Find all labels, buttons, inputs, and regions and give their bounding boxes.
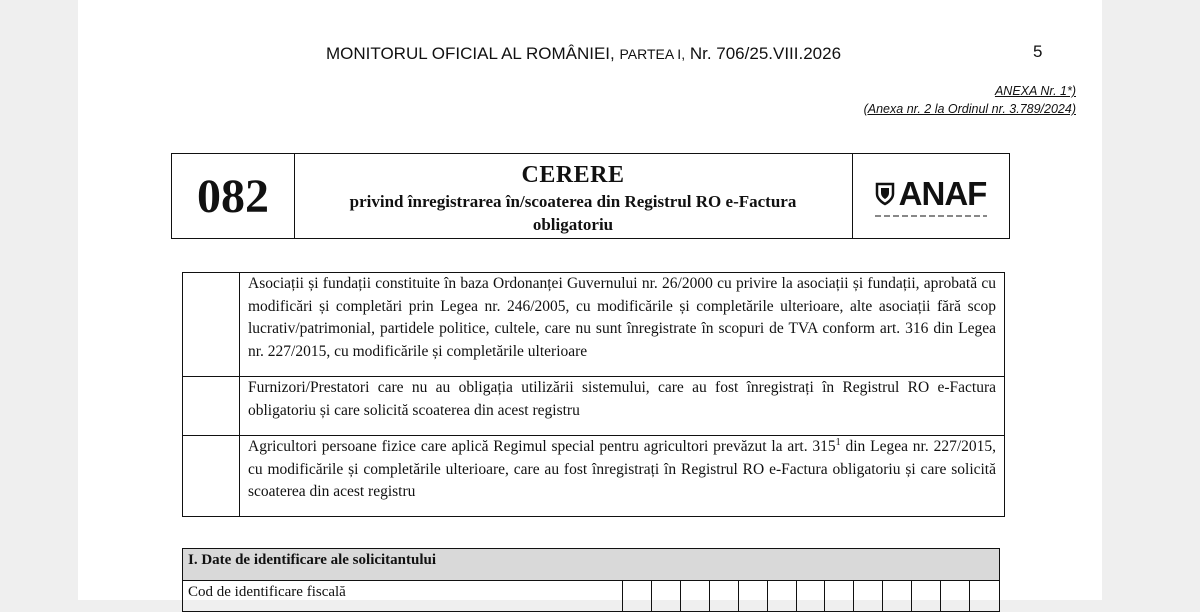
cif-digit-box[interactable] <box>912 581 941 611</box>
document-page <box>78 0 1102 600</box>
cif-digit-box[interactable] <box>681 581 710 611</box>
cif-label: Cod de identificare fiscală <box>183 581 623 611</box>
form-title: CERERE <box>521 162 625 188</box>
shield-icon <box>875 182 895 206</box>
gazette-issue: Nr. 706/25.VIII.2026 <box>689 44 842 63</box>
table-row <box>183 273 1004 376</box>
cif-row <box>183 581 999 611</box>
annex-line-1: ANEXA Nr. 1*) <box>994 84 1076 98</box>
gazette-title: MONITORUL OFICIAL AL ROMÂNIEI, <box>326 44 615 63</box>
cif-digit-box[interactable] <box>797 581 826 611</box>
form-code: 082 <box>172 154 295 238</box>
section-heading: I. Date de identificare ale solicitantului <box>183 549 999 581</box>
identification-section <box>182 548 1000 612</box>
cif-digit-box[interactable] <box>710 581 739 611</box>
page-number: 5 <box>1033 42 1043 61</box>
option-checkbox-2[interactable] <box>183 377 240 435</box>
cif-digit-box[interactable] <box>652 581 681 611</box>
option-text-3-superscript: 1 <box>835 437 841 448</box>
form-subtitle-1: privind înregistrarea în/scoaterea din Registrul RO e-Factura <box>349 192 797 211</box>
option-text-3 <box>240 436 1004 516</box>
option-checkbox-1[interactable] <box>183 273 240 376</box>
cif-digit-box[interactable] <box>883 581 912 611</box>
option-text-1: Asociații și fundații constituite în baza Ordonanței Guvernului nr. 26/2000 cu privire la asociații și fundații, aprobată cu modificări și completări prin Legea nr. 246/2005, cu modificările și completările ulterioare, alte asociații fără scop lucrativ/patrimonial, partidele politice, cultele, care nu sunt înregistrate în scopuri de TVA conform art. 316 din Legea nr. 227/2015, cu modificările și completările ulterioare <box>248 275 996 360</box>
category-options-table <box>182 272 1005 517</box>
option-checkbox-3[interactable] <box>183 436 240 516</box>
form-title-box <box>171 153 1010 239</box>
table-row <box>183 376 1004 435</box>
cif-digit-box[interactable] <box>941 581 970 611</box>
option-text-2: Furnizori/Prestatori care nu au obligația utilizării sistemului, care au fost înregistrați în Registrul RO e-Factura obligatoriu și care solicită scoaterea din acest registru <box>248 379 996 419</box>
annex-reference <box>864 82 1076 118</box>
cif-digit-box[interactable] <box>825 581 854 611</box>
cif-digit-box[interactable] <box>739 581 768 611</box>
table-row <box>183 435 1004 516</box>
annex-line-2: (Anexa nr. 2 la Ordinul nr. 3.789/2024) <box>863 102 1076 116</box>
cif-digit-box[interactable] <box>768 581 797 611</box>
gazette-part: PARTEA I, <box>619 46 686 62</box>
option-text-3-part-1: Agricultori persoane fizice care aplică Regimul special pentru agricultori prevăzut la art. 315 <box>248 438 836 455</box>
cif-digit-box[interactable] <box>854 581 883 611</box>
anaf-logo <box>852 154 1009 238</box>
form-subtitle-2: obligatoriu <box>532 215 614 234</box>
gazette-header <box>326 44 841 64</box>
cif-digit-box[interactable] <box>623 581 652 611</box>
cif-digit-box[interactable] <box>970 581 999 611</box>
form-title-cell <box>294 154 853 238</box>
option-text-3-part-2: din Legea nr. 227/2015, cu modificările și completările ulterioare, care au fost înregistrați în Registrul RO e-Factura obligatoriu și care solicită scoaterea din acest registru <box>248 438 996 500</box>
logo-tagline-line <box>875 215 987 217</box>
logo-text: ANAF <box>898 175 987 212</box>
